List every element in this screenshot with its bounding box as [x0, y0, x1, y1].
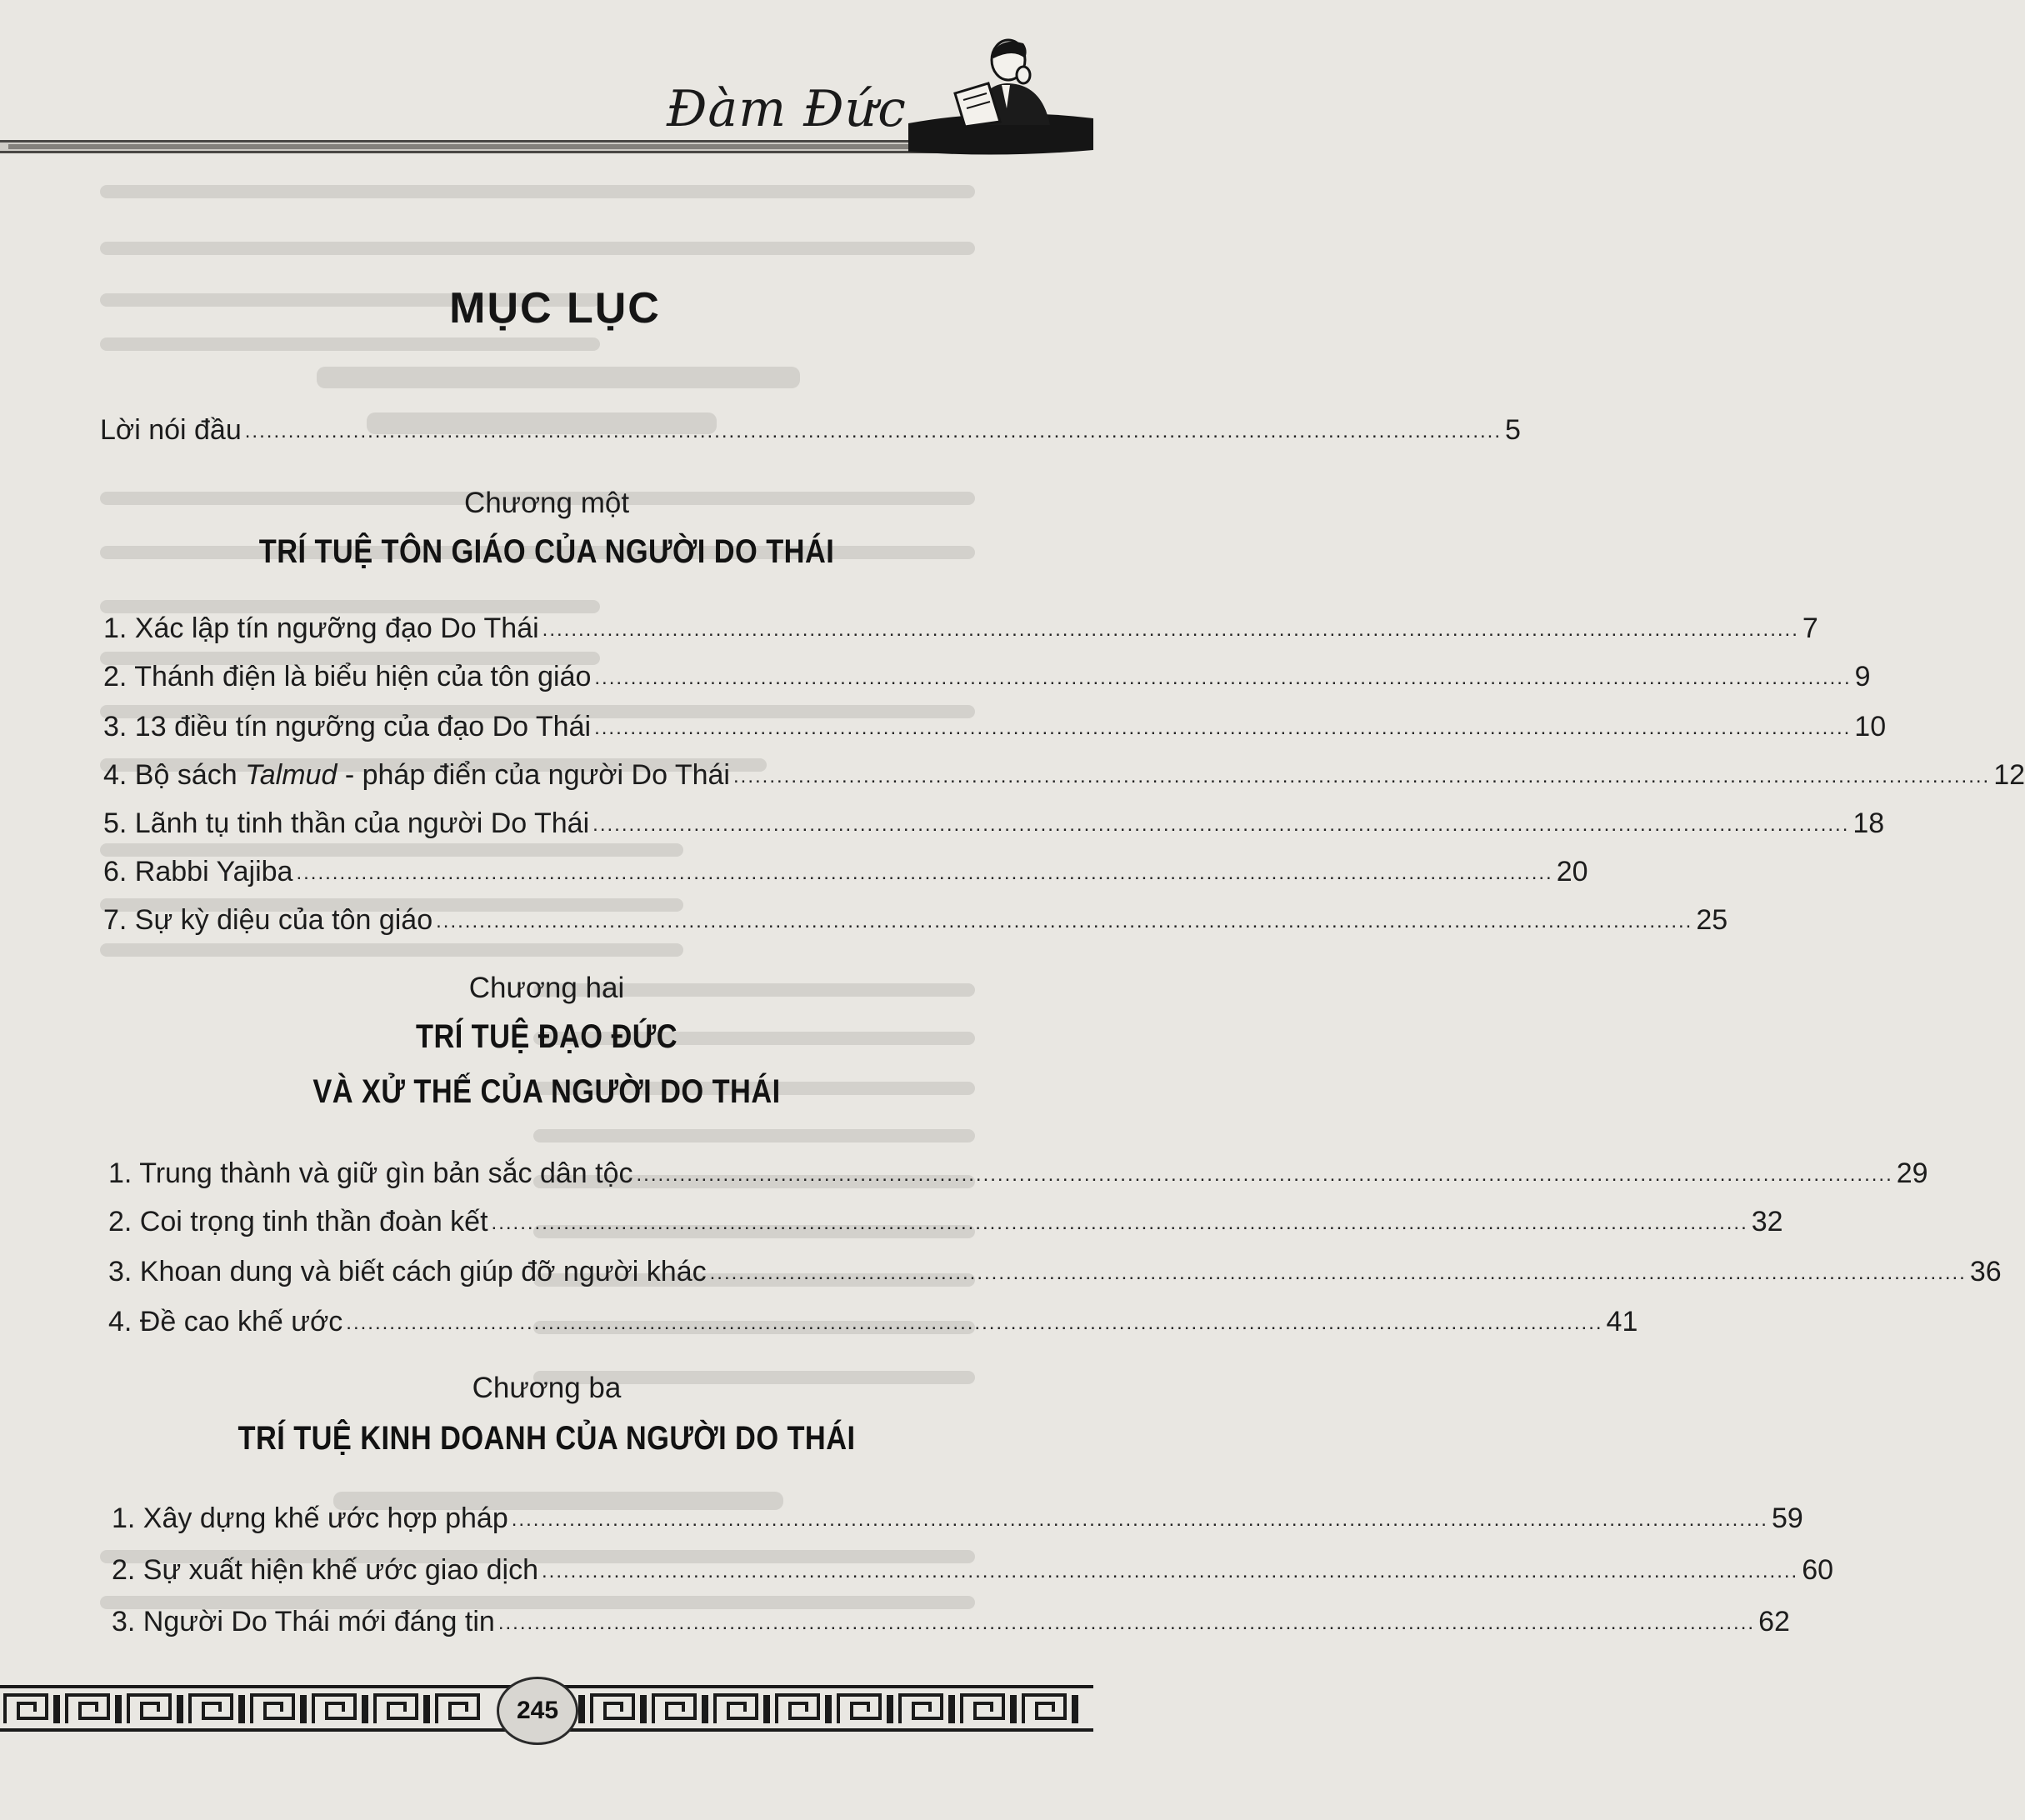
toc-entry-page: 29: [1896, 1158, 1928, 1189]
leader-dots: ..............................................................................................................................................................................: [491, 1212, 1748, 1234]
toc-entry-label: 7. Sự kỳ diệu của tôn giáo: [103, 904, 433, 936]
toc-entry-page: 41: [1606, 1306, 1638, 1338]
leader-dots: ..............................................................................................................................................................................: [594, 667, 1852, 689]
leader-dots: ..............................................................................................................................................................................: [636, 1163, 1893, 1186]
toc-entry-label-part: 4. Bộ sách: [103, 759, 246, 791]
book-title-italic: Talmud: [245, 759, 338, 791]
toc-entry-label: 1. Xác lập tín ngưỡng đạo Do Thái: [103, 612, 539, 644]
page-number: 245: [497, 1677, 578, 1745]
chapter-1-title: TRÍ TUỆ TÔN GIÁO CỦA NGƯỜI DO THÁI: [258, 533, 835, 570]
chapter-1-label: Chương một: [463, 487, 630, 519]
header-author: Đàm Đức: [667, 80, 907, 138]
toc-entry-page: 25: [1696, 904, 1728, 936]
chapter-3-title: TRÍ TUỆ KINH DOANH CỦA NGƯỜI DO THÁI: [238, 1420, 856, 1457]
toc-entry-page: 18: [1852, 808, 1885, 839]
leader-dots: ..............................................................................................................................................................................: [542, 618, 1799, 641]
leader-dots: ..............................................................................................................................................................................: [346, 1312, 1603, 1334]
leader-dots: ..............................................................................................................................................................................: [498, 1612, 1756, 1634]
toc-entry[interactable]: [108, 1255, 2002, 1288]
chapter-2-title-line-2: VÀ XỬ THẾ CỦA NGƯỜI DO THÁI: [312, 1073, 781, 1110]
toc-entry[interactable]: [103, 807, 1885, 840]
toc-entry-label: 5. Lãnh tụ tinh thần của người Do Thái: [103, 808, 590, 839]
toc-entry-label: 3. 13 điều tín ngưỡng của đạo Do Thái: [103, 711, 592, 742]
leader-dots: ..............................................................................................................................................................................: [732, 765, 1991, 788]
leader-dots: ..............................................................................................................................................................................: [542, 1560, 1799, 1582]
toc-entry-label: [103, 758, 730, 792]
toc-entry-page: 10: [1854, 711, 1887, 742]
toc-entry-label: 2. Coi trọng tinh thần đoàn kết: [108, 1206, 488, 1238]
chapter-2-title-line-1: TRÍ TUỆ ĐẠO ĐỨC: [415, 1018, 678, 1055]
toc-entry[interactable]: [103, 758, 2025, 792]
toc-entry[interactable]: [103, 660, 1871, 693]
header-decorative-rule: [0, 138, 1025, 157]
leader-dots: ..............................................................................................................................................................................: [511, 1508, 1768, 1531]
toc-entry-intro[interactable]: [100, 413, 1521, 447]
toc-entry-page: 59: [1771, 1502, 1803, 1534]
toc-entry[interactable]: [112, 1605, 1790, 1638]
toc-entry-page: 60: [1802, 1554, 1834, 1586]
toc-entry[interactable]: [108, 1305, 1638, 1338]
toc-entry-label: 1. Trung thành và giữ gìn bản sắc dân tộc: [108, 1158, 633, 1189]
toc-entry-page: 36: [1969, 1256, 2002, 1288]
leader-dots: ..............................................................................................................................................................................: [709, 1262, 1967, 1284]
toc-entry[interactable]: [103, 612, 1818, 645]
toc-entry[interactable]: [103, 903, 1728, 937]
toc-entry-label: 1. Xây dựng khế ước hợp pháp: [112, 1502, 508, 1534]
toc-entry-page: 12: [1993, 759, 2025, 791]
toc-entry-label: 6. Rabbi Yajiba: [103, 856, 293, 888]
toc-title: MỤC LỤC: [449, 284, 661, 332]
toc-entry[interactable]: [103, 710, 1887, 743]
leader-dots: ..............................................................................................................................................................................: [592, 813, 1850, 836]
toc-entry-label: 4. Đề cao khế ước: [108, 1306, 343, 1338]
toc-entry[interactable]: [108, 1157, 1928, 1190]
toc-entry-label: 2. Thánh điện là biểu hiện của tôn giáo: [103, 661, 592, 692]
toc-entry-page: 5: [1505, 414, 1521, 446]
toc-entry-page: 32: [1751, 1206, 1783, 1238]
toc-entry-label: 2. Sự xuất hiện khế ước giao dịch: [112, 1554, 538, 1586]
reading-man-illustration: [908, 25, 1093, 158]
chapter-2-label: Chương hai: [468, 972, 625, 1004]
toc-entry[interactable]: [108, 1205, 1783, 1238]
toc-entry-page: 7: [1802, 612, 1818, 644]
leader-dots: ..............................................................................................................................................................................: [436, 910, 1693, 932]
toc-entry-label: 3. Khoan dung và biết cách giúp đỡ người khác: [108, 1256, 707, 1288]
toc-entry[interactable]: [112, 1502, 1803, 1535]
toc-entry-label: 3. Người Do Thái mới đáng tin: [112, 1606, 495, 1638]
toc-entry-label: Lời nói đầu: [100, 414, 242, 446]
leader-dots: ..............................................................................................................................................................................: [296, 862, 1553, 884]
toc-entry-page: 20: [1556, 856, 1588, 888]
toc-entry-page: 62: [1758, 1606, 1790, 1638]
leader-dots: ..............................................................................................................................................................................: [594, 717, 1852, 739]
toc-entry-page: 9: [1854, 661, 1871, 692]
chapter-3-label: Chương ba: [472, 1372, 622, 1404]
toc-entry[interactable]: [103, 855, 1588, 888]
toc-entry[interactable]: [112, 1553, 1834, 1587]
toc-entry-label-part: - pháp điển của người Do Thái: [337, 759, 730, 791]
leader-dots: ..............................................................................................................................................................................: [244, 420, 1502, 442]
